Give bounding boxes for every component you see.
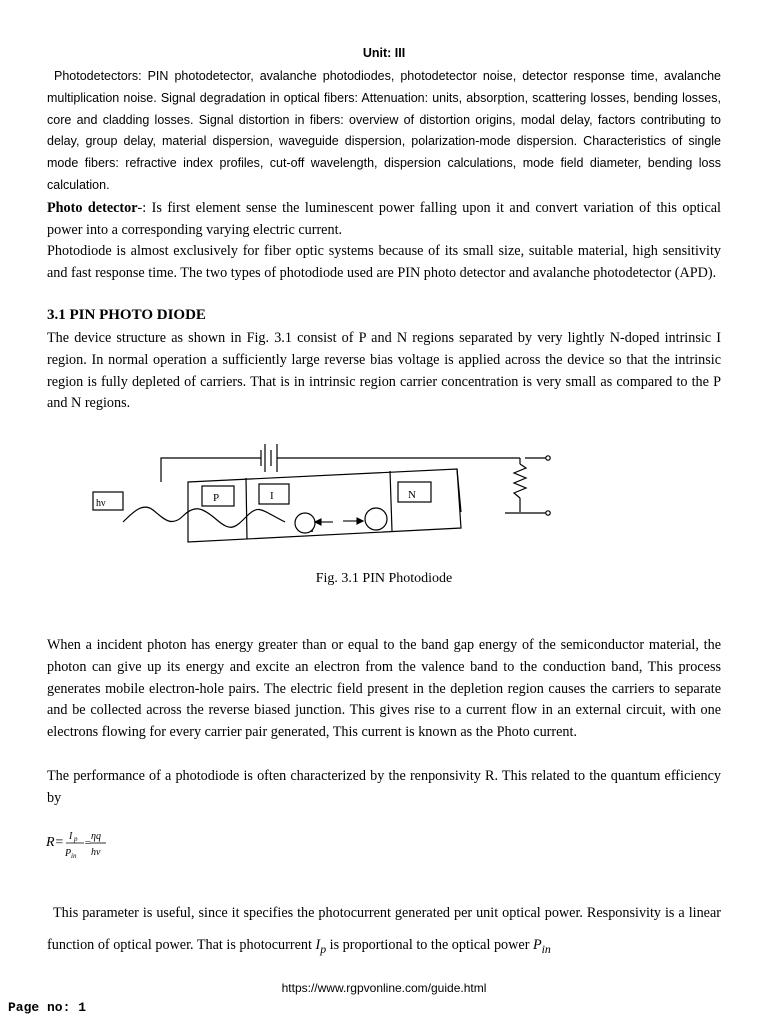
i-region-box: [259, 484, 289, 504]
carrier-arrows: [315, 518, 363, 525]
formula-lhs: R=: [46, 835, 64, 850]
photodetector-term: Photo detector: [47, 200, 138, 216]
photodetector-definition: [47, 198, 721, 242]
pin-photodiode-figure: [85, 432, 565, 552]
formula-eq: =: [84, 837, 92, 849]
battery-symbol: [261, 444, 277, 472]
parameter-text-b: is proportional to the optical power: [326, 937, 533, 953]
parameter-paragraph: [47, 897, 721, 965]
parameter-text-a: This parameter is useful, since it specifies the photocurrent generated per unit optical power. Responsivity is a linear function of optical power. That is photocurrent: [47, 905, 721, 953]
performance-paragraph: The performance of a photodiode is often characterized by the renponsivity R. This related to the quantum efficiency by: [47, 768, 721, 806]
structure-paragraph: The device structure as shown in Fig. 3.1 consist of P and N regions separated by very lightly N-doped intrinsic I region. In normal operation a sufficiently large reverse bias voltage is applied across the device so that the intrinsic region is fully depleted of carriers. That is in intrinsic region carrier concentration is very small as compared to the P and N regions.: [47, 330, 721, 412]
photodetector-definition-text: -: Is first element sense the luminescent power falling upon it and convert variation of this optical power into a corresponding varying electric current.: [47, 200, 721, 238]
footer-url[interactable]: https://www.rgpvonline.com/guide.html: [281, 981, 487, 995]
hole-symbol: [365, 508, 387, 530]
syllabus-block: [47, 66, 721, 197]
formula-ip: I: [69, 831, 73, 842]
i-n-boundary: [390, 471, 392, 531]
responsivity-formula: [46, 826, 126, 862]
p-label: P: [213, 492, 220, 504]
i-label: I: [270, 490, 274, 502]
terminal-top: [546, 456, 550, 460]
device-body: [93, 469, 461, 542]
formula-eta-q: ηq: [91, 831, 101, 842]
carrier-dot: [311, 530, 313, 532]
photocurrent-subscript: p: [320, 941, 327, 956]
photon-wave: [123, 507, 285, 527]
syllabus-text: Photodetectors: PIN photodetector, avalanche photodiodes, photodetector noise, detector response time, avalanche multiplication noise. Signal degradation in optical fibers: Attenuation: units, absorption, scattering losses, bending losses, core and cladding losses. Signal distortion in fibers: overview of distortion origins, modal delay, factors contributing to delay, group delay, material dispersion, waveguide dispersion, polarization-mode dispersion. Characteristics of single mode fibers: refractive index profiles, cut-off wavelength, dispersion calculations, mode field diameter, bending loss calculation.: [47, 69, 721, 192]
formula-pin-sub: in: [71, 852, 77, 860]
photocurrent-letter: I: [315, 937, 321, 953]
optical-power-symbol: [532, 937, 551, 956]
figure-caption: Fig. 3.1 PIN Photodiode: [315, 571, 453, 586]
formula-pin: P: [65, 848, 72, 859]
n-label: N: [408, 489, 416, 501]
hv-label: hν: [96, 498, 106, 509]
section-heading: 3.1 PIN PHOTO DIODE: [47, 307, 206, 323]
resistor-symbol: [514, 464, 526, 498]
photocurrent-symbol: [315, 937, 327, 956]
p-i-boundary: [246, 478, 247, 539]
page-number: Page no: 1: [8, 1000, 87, 1015]
photon-paragraph: When a incident photon has energy greater than or equal to the band gap energy of the semiconductor material, the photon can give up its energy and excite an electron from the valence band to the conduction band, This process generates mobile electron-hole pairs. The electric field present in the depletion region causes the carriers to separate and be collected across the reverse biased junction. This gives rise to a current flow in an external circuit, with one electrons flowing for every carrier pair generated, This current is known as the Photo current.: [47, 637, 721, 741]
optical-power-letter: P: [532, 937, 542, 953]
optical-power-subscript: in: [541, 941, 551, 956]
formula-h-nu: hν: [91, 847, 101, 858]
terminal-bottom: [546, 511, 550, 515]
formula-ip-sub: p: [74, 835, 78, 843]
unit-title: Unit: III: [362, 46, 406, 60]
photodiode-paragraph: Photodiode is almost exclusively for fiber optic systems because of its small size, suitable material, high sensitivity and fast response time. The two types of photodiode used are PIN photo detector and avalanche photodetector (APD).: [47, 243, 721, 281]
